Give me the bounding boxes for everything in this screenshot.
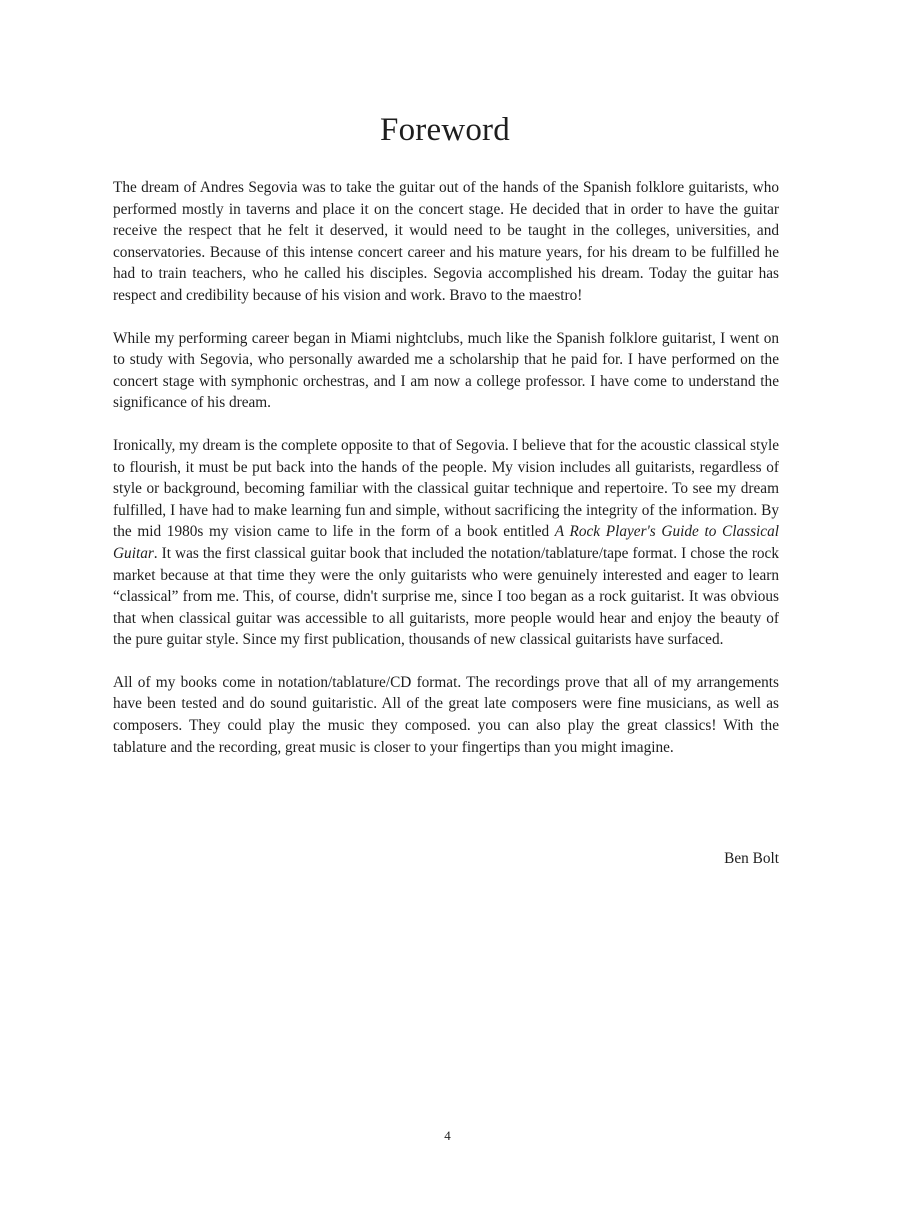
paragraph-3 <box>113 435 779 651</box>
paragraph-3-text-after: . It was the first classical guitar book that included the notation/tablature/tape format. I chose the rock market because at that time they were the only guitarists who were genuinely interested and eager to learn “classical” from me. This, of course, didn't surprise me, since I too began as a rock guitarist. It was obvious that when classical guitar was accessible to all guitarists, more people would hear and enjoy the beauty of the pure guitar style. Since my first publication, thousands of new classical guitarists have surfaced. <box>113 544 779 649</box>
paragraph-3-text-before: Ironically, my dream is the complete opposite to that of Segovia. I believe that for the acoustic classical style to flourish, it must be put back into the hands of the people. My vision includes all guitarists, regardless of style or background, becoming familiar with the classical guitar technique and repertoire. To see my dream fulfilled, I have had to make learning fun and simple, without sacrificing the integrity of the information. By the mid 1980s my vision came to life in the form of a book entitled <box>113 436 779 541</box>
paragraph-1: The dream of Andres Segovia was to take the guitar out of the hands of the Spanish folklore guitarists, who performed mostly in taverns and place it on the concert stage. He decided that in order to have the guitar receive the respect that he felt it deserved, it would need to be taught in the colleges, universities, and conservatories. Because of this intense concert career and his mature years, for his dream to be fulfilled he had to train teachers, who he called his disciples. Segovia accomplished his dream. Today the guitar has respect and credibility because of his vision and work. Bravo to the maestro! <box>113 179 779 304</box>
author-signature: Ben Bolt <box>724 850 779 867</box>
page-number: 4 <box>444 1128 451 1143</box>
page-title: Foreword <box>380 112 510 148</box>
book-title: A Rock Player's Guide to Classical Guitar <box>113 523 779 562</box>
paragraph-2: While my performing career began in Miami nightclubs, much like the Spanish folklore guitarist, I went on to study with Segovia, who personally awarded me a scholarship that he paid for. I have performed on the concert stage with symphonic orchestras, and I am now a college professor. I have come to understand the significance of his dream. <box>113 329 779 412</box>
foreword-body <box>113 177 779 779</box>
paragraph-4: All of my books come in notation/tablature/CD format. The recordings prove that all of my arrangements have been tested and do sound guitaristic. All of the great late composers were fine musicians, as well as composers. They could play the music they composed. you can also play the great classics! With the tablature and the recording, great music is closer to your fingertips than you might imagine. <box>113 673 779 756</box>
